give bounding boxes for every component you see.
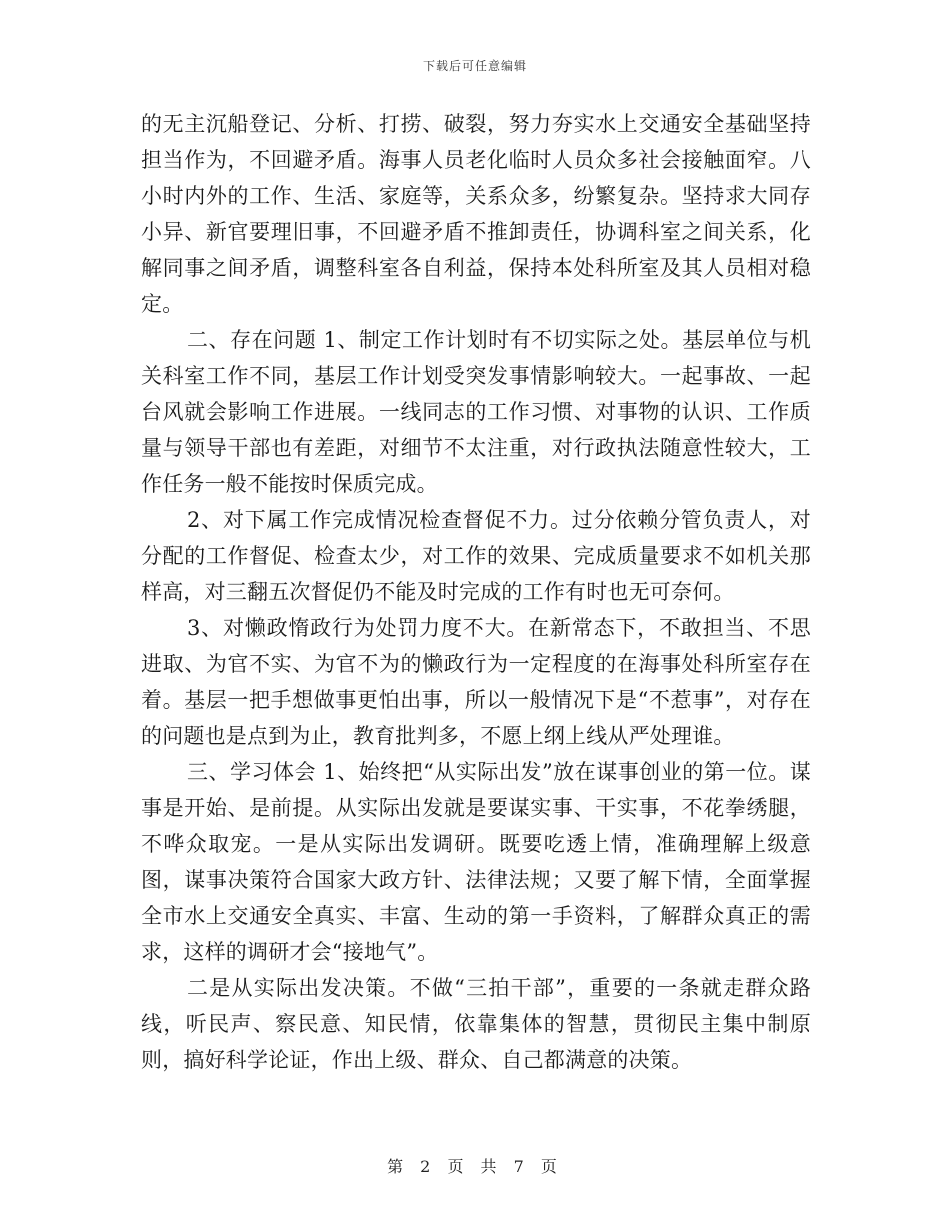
page-header-note: 下载后可任意编辑 <box>422 59 527 73</box>
paragraph-continuation: 的无主沉船登记、分析、打捞、破裂，努力夯实水上交通安全基础坚持担当作为，不回避矛盾。海事人员老化临时人员众多社会接触面窄。八小时内外的工作、生活、家庭等，关系众多，纷繁复杂。坚持求大同存小异、新官要理旧事，不回避矛盾不推卸责任，协调科室之间关系，化解同事之间矛盾，调整科室各自利益，保持本处科所室及其人员相对稳定。 <box>141 112 811 316</box>
paragraph-learning-2: 二是从实际出发决策。不做“三拍干部”，重要的一条就走群众路线，听民声、察民意、知民情，依靠集体的智慧，贯彻民主集中制原则，搞好科学论证，作出上级、群众、自己都满意的决策。 <box>141 976 811 1072</box>
paragraph-learning-1: 三、学习体会 1、始终把“从实际出发”放在谋事创业的第一位。谋事是开始、是前提。从实际出发就是要谋实事、干实事，不花拳绣腿，不哗众取宠。一是从实际出发调研。既要吃透上情，准确理解上级意图，谋事决策符合国家大政方针、法律法规；又要了解下情，全面掌握全市水上交通安全真实、丰富、生动的第一手资料，了解群众真正的需求，这样的调研才会“接地气”。 <box>141 760 811 964</box>
paragraph-problems-3: 3、对懒政惰政行为处罚力度不大。在新常态下，不敢担当、不思进取、为官不实、为官不为的懒政行为一定程度的在海事处科所室存在着。基层一把手想做事更怕出事，所以一般情况下是“不惹事”，对存在的问题也是点到为止，教育批判多，不愿上纲上线从严处理谁。 <box>141 616 811 748</box>
paragraph-problems-1: 二、存在问题 1、制定工作计划时有不切实际之处。基层单位与机关科室工作不同，基层工作计划受突发事情影响较大。一起事故、一起台风就会影响工作进展。一线同志的工作习惯、对事物的认识、工作质量与领导干部也有差距，对细节不太注重，对行政执法随意性较大，工作任务一般不能按时保质完成。 <box>141 328 811 496</box>
paragraph-problems-2: 2、对下属工作完成情况检查督促不力。过分依赖分管负责人，对分配的工作督促、检查太少，对工作的效果、完成质量要求不如机关那样高，对三翻五次督促仍不能及时完成的工作有时也无可奈何。 <box>141 508 811 604</box>
document-body <box>141 106 811 1078</box>
page-number: 第 2 页 共 7 页 <box>387 1157 563 1176</box>
